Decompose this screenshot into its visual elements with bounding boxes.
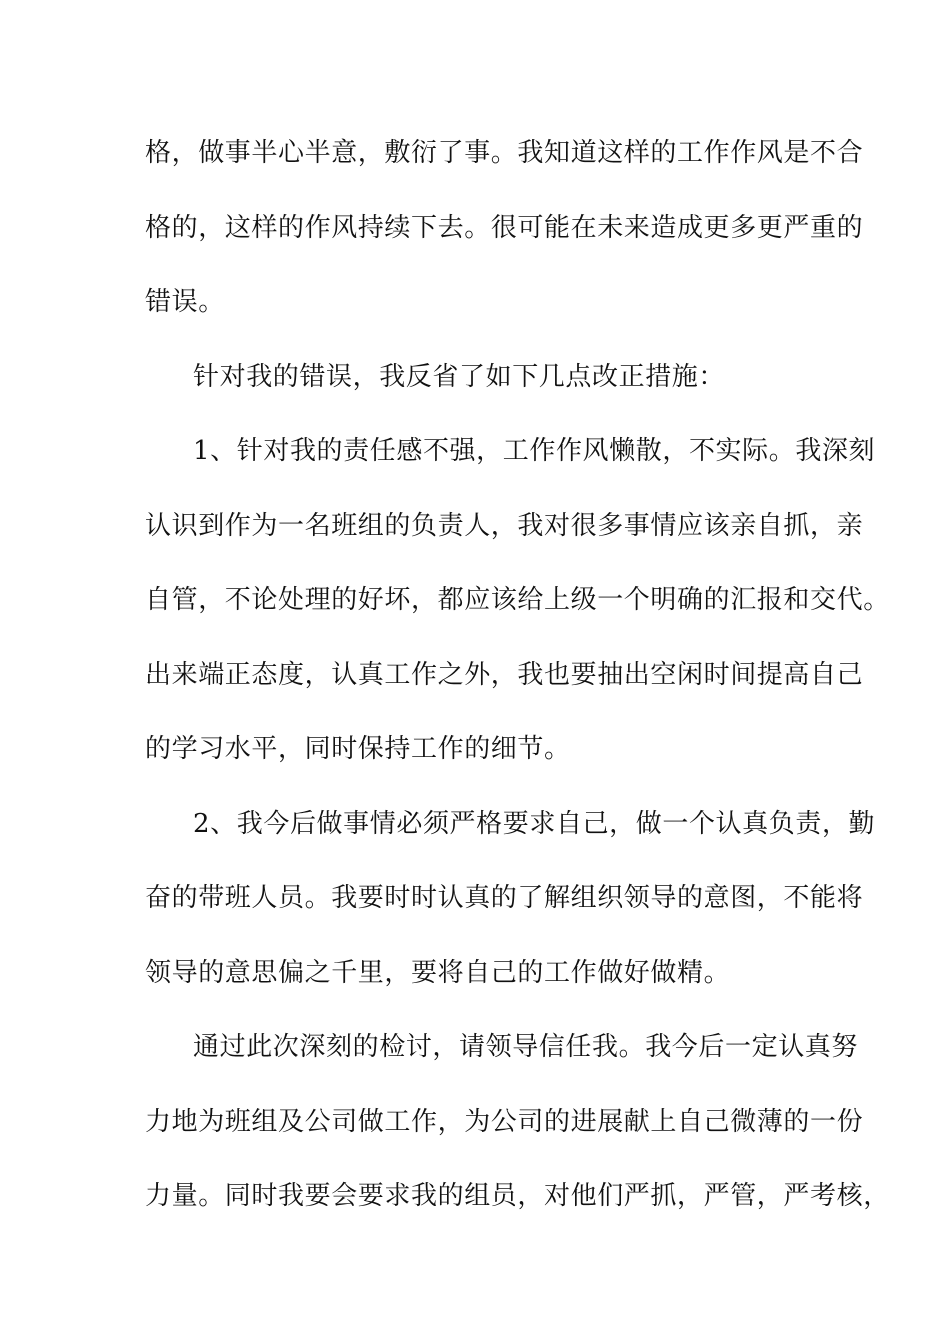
paragraph-measure-1 (145, 424, 890, 797)
text-line: 领导的意思偏之千里，要将自己的工作做好做精。 (145, 957, 731, 988)
paragraph-measures-intro (145, 350, 835, 425)
text-line: 的学习水平，同时保持工作的细节。 (145, 734, 571, 764)
text-line: 出来端正态度，认真工作之外，我也要抽出空闲时间提高自己 (145, 659, 864, 690)
document-body (145, 126, 890, 1244)
text-line: 格的，这样的作风持续下去。很可能在未来造成更多更严重的 (145, 212, 864, 243)
text-line: 错误。 (145, 287, 225, 317)
text-line: 自管，不论处理的好坏，都应该给上级一个明确的汇报和交代。 (145, 585, 890, 615)
paragraph-measure-2 (145, 797, 876, 1021)
text-line: 1、针对我的责任感不强，工作作风懒散，不实际。我深刻 (193, 436, 876, 466)
paragraph-continuation (145, 126, 864, 350)
text-line: 格，做事半心半意，敷衍了事。我知道这样的工作作风是不合 (145, 138, 864, 168)
paragraph-conclusion (145, 1020, 890, 1244)
text-line: 力量。同时我要会要求我的组员，对他们严抓，严管，严考核， (145, 1181, 890, 1211)
text-line: 2、我今后做事情必须严格要求自己，做一个认真负责，勤 (193, 808, 876, 839)
text-line: 通过此次深刻的检讨，请领导信任我。我今后一定认真努 (193, 1032, 859, 1062)
text-line: 奋的带班人员。我要时时认真的了解组织领导的意图，不能将 (145, 883, 864, 913)
text-line: 认识到作为一名班组的负责人，我对很多事情应该亲自抓，亲 (145, 510, 864, 541)
text-line: 针对我的错误，我反省了如下几点改正措施： (193, 361, 726, 392)
text-line: 力地为班组及公司做工作，为公司的进展献上自己微薄的一份 (145, 1106, 864, 1137)
